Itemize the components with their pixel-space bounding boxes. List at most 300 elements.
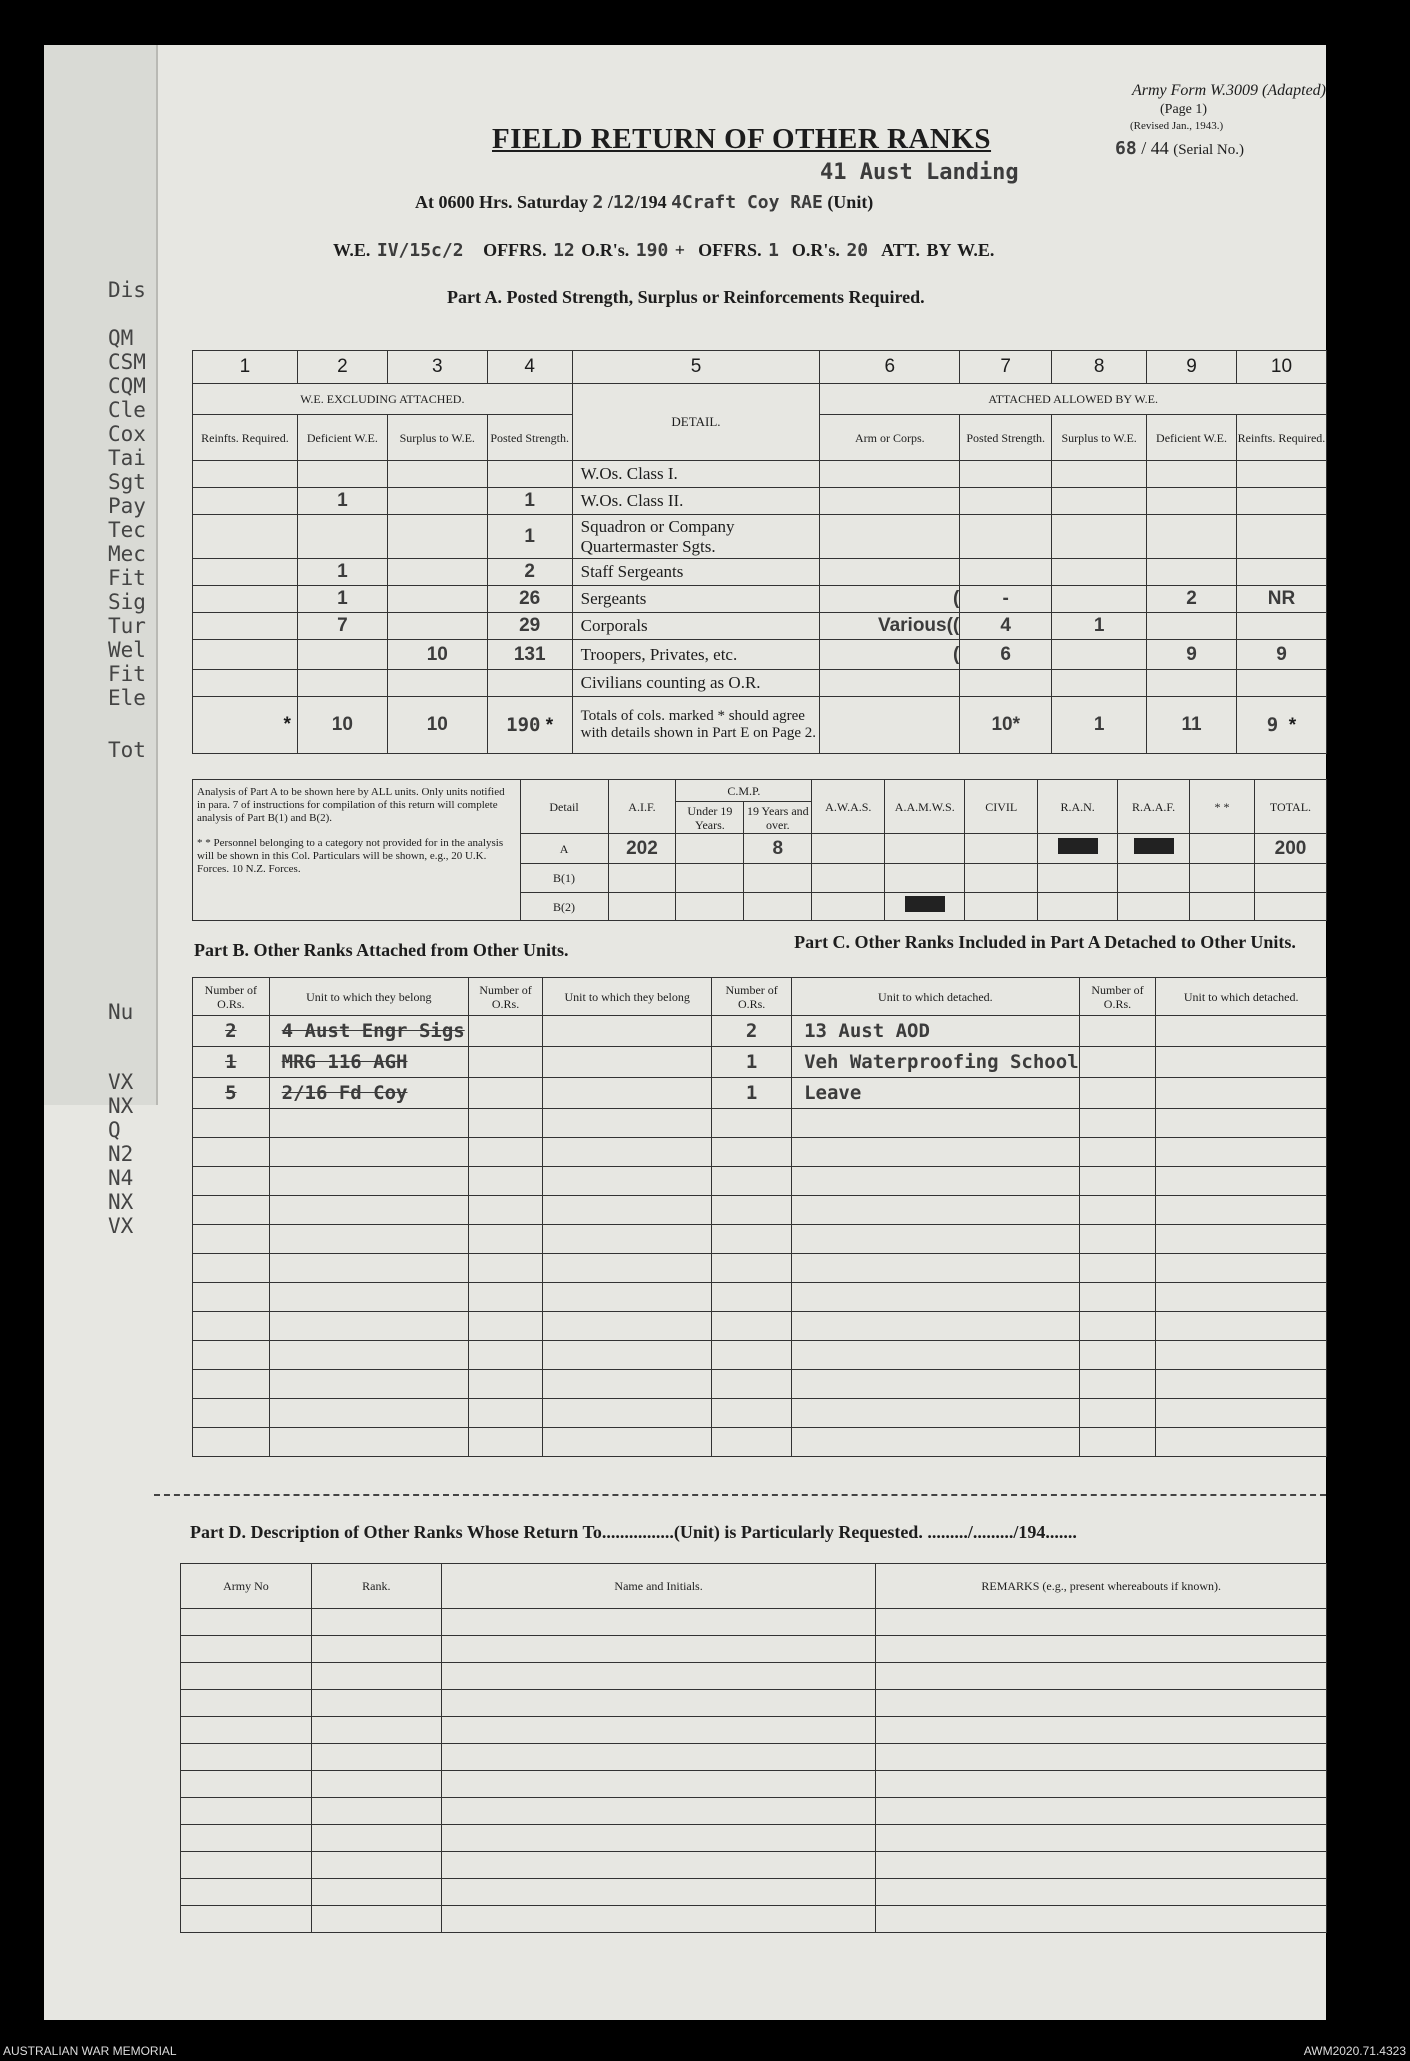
- underlying-page-line: N2: [108, 1142, 134, 1166]
- form-page-no: (Page 1): [1160, 102, 1208, 117]
- part-b-unit: [543, 1016, 712, 1047]
- part-d-cell: [876, 1690, 1327, 1717]
- part-b-unit: [543, 1254, 712, 1283]
- part-b-number: [193, 1399, 270, 1428]
- part-b-number: [193, 1109, 270, 1138]
- part-d-row: [181, 1717, 1327, 1744]
- part-c-number: [712, 1109, 792, 1138]
- underlying-page-line: NX: [108, 1094, 134, 1118]
- row-value-c7: 6: [960, 640, 1052, 670]
- part-c-unit: [792, 1196, 1080, 1225]
- row-value-c7: [960, 488, 1052, 515]
- analysis-note-1: Analysis of Part A to be shown here by ALL units. Only units notified in para. 7 of instructions for compilation of this return will complete analysis of Part B(1) and B(2).: [197, 786, 505, 824]
- part-d-row: [181, 1663, 1327, 1690]
- part-c-number: [1079, 1399, 1156, 1428]
- attached-allowed-header: ATTACHED ALLOWED BY W.E.: [820, 384, 1327, 415]
- part-d-cell: [181, 1744, 312, 1771]
- part-c-unit: [792, 1109, 1080, 1138]
- total-c4: 190 *: [487, 697, 572, 754]
- part-c-unit-header: Unit to which detached.: [1156, 978, 1327, 1016]
- part-c-unit: [1156, 1283, 1327, 1312]
- part-c-number: [1079, 1341, 1156, 1370]
- part-b-unit: [269, 1109, 468, 1138]
- part-d-cell: [181, 1636, 312, 1663]
- row-value-c10: [1236, 613, 1326, 640]
- part-b-number: [468, 1109, 542, 1138]
- part-c-unit: [792, 1167, 1080, 1196]
- part-b-unit: [543, 1167, 712, 1196]
- row-label: A: [520, 834, 608, 864]
- row-value-c7: [960, 559, 1052, 586]
- col-number: 2: [297, 351, 387, 384]
- unit-name-typed: 41 Aust Landing: [820, 160, 1019, 185]
- row-value-c3: [387, 613, 487, 640]
- row-detail: Troopers, Privates, etc.: [572, 640, 820, 670]
- part-d-row: [181, 1636, 1327, 1663]
- row-value-c9: [1147, 515, 1237, 559]
- part-b-number-header: Number of O.Rs.: [468, 978, 542, 1016]
- raaf-header: R.A.A.F.: [1118, 780, 1190, 834]
- part-b-unit: [543, 1196, 712, 1225]
- underlying-page-line: Q: [108, 1118, 121, 1142]
- part-d-row: [181, 1852, 1327, 1879]
- part-bc-row: [193, 1428, 1327, 1457]
- total-c6: [820, 697, 960, 754]
- part-c-number: [712, 1254, 792, 1283]
- row-value-c4: 2: [487, 559, 572, 586]
- col-number: 10: [1236, 351, 1326, 384]
- part-d-cell: [441, 1879, 876, 1906]
- row-value-c3: 10: [387, 640, 487, 670]
- part-d-cell: [311, 1690, 441, 1717]
- part-a-row: [193, 640, 1327, 670]
- part-b-unit: 2/16 Fd Coy: [269, 1078, 468, 1109]
- cmp-under19-header: Under 19 Years.: [676, 802, 744, 834]
- part-c-unit: [1156, 1254, 1327, 1283]
- row-value-c10: [1236, 670, 1326, 697]
- arm-corps-header: Arm or Corps.: [820, 415, 960, 461]
- part-b-number: [468, 1283, 542, 1312]
- part-d-cell: [441, 1825, 876, 1852]
- part-c-number: [712, 1399, 792, 1428]
- part-b-unit-header: Unit to which they belong: [269, 978, 468, 1016]
- underlying-page-line: NX: [108, 1190, 134, 1214]
- row-detail: Sergeants: [572, 586, 820, 613]
- row-value-c3: [387, 488, 487, 515]
- row-value-c8: [1052, 640, 1147, 670]
- row-value-c4: 131: [487, 640, 572, 670]
- underlying-page-line: Cox: [108, 422, 146, 446]
- form-reference: Army Form W.3009 (Adapted): [1131, 82, 1326, 99]
- row-value-c2: [297, 461, 387, 488]
- ran-header: R.A.N.: [1038, 780, 1118, 834]
- row-value-c6: [820, 559, 960, 586]
- att-surplus-header: Surplus to W.E.: [1052, 415, 1147, 461]
- analysis-detail-header: Detail: [520, 780, 608, 834]
- part-b-number: [193, 1138, 270, 1167]
- part-a-row: [193, 586, 1327, 613]
- part-a-table: [192, 350, 1327, 754]
- underlying-page-line: N4: [108, 1166, 134, 1190]
- part-c-number: [1079, 1428, 1156, 1457]
- part-d-cell: [181, 1717, 312, 1744]
- part-d-cell: [876, 1798, 1327, 1825]
- part-c-number: [1079, 1078, 1156, 1109]
- part-d-cell: [311, 1717, 441, 1744]
- part-c-unit: [1156, 1428, 1327, 1457]
- part-c-number-header: Number of O.Rs.: [712, 978, 792, 1016]
- part-d-cell: [181, 1798, 312, 1825]
- part-c-unit: [1156, 1370, 1327, 1399]
- part-b-number: [193, 1196, 270, 1225]
- row-value-c1: [193, 559, 298, 586]
- part-bc-row: [193, 1167, 1327, 1196]
- row-value-c4: [487, 461, 572, 488]
- part-d-cell: [876, 1717, 1327, 1744]
- row-value-c1: [193, 640, 298, 670]
- row-value-c9: 2: [1147, 586, 1237, 613]
- part-d-cell: [181, 1771, 312, 1798]
- part-b-number: [468, 1225, 542, 1254]
- part-a-row: [193, 515, 1327, 559]
- part-c-unit: [792, 1428, 1080, 1457]
- form-title: FIELD RETURN OF OTHER RANKS: [492, 123, 992, 155]
- col-number: 4: [487, 351, 572, 384]
- row-value-c6: Various((: [820, 613, 960, 640]
- part-d-cell: [311, 1879, 441, 1906]
- part-c-number: [712, 1283, 792, 1312]
- part-d-row: [181, 1879, 1327, 1906]
- col-number: 9: [1147, 351, 1237, 384]
- row-detail: Staff Sergeants: [572, 559, 820, 586]
- part-c-unit: [1156, 1167, 1327, 1196]
- row-value-c6: (: [820, 586, 960, 613]
- row-value-c8: [1052, 515, 1147, 559]
- part-b-number: 5: [193, 1078, 270, 1109]
- part-bc-row: [193, 1399, 1327, 1428]
- part-b-unit: [543, 1225, 712, 1254]
- part-bc-row: [193, 1312, 1327, 1341]
- part-b-unit: [269, 1428, 468, 1457]
- part-b-number: [468, 1370, 542, 1399]
- part-d-cell: [181, 1906, 312, 1933]
- part-c-number: [1079, 1370, 1156, 1399]
- row-value-c6: [820, 461, 960, 488]
- row-value-c10: 9: [1236, 640, 1326, 670]
- part-a-row: [193, 613, 1327, 640]
- part-d-cell: [181, 1690, 312, 1717]
- posted-strength-header: Posted Strength.: [487, 415, 572, 461]
- reinfts-required-header: Reinfts. Required.: [193, 415, 298, 461]
- underlying-page-line: Fit: [108, 662, 146, 686]
- row-value-c4: 29: [487, 613, 572, 640]
- total-c1: *: [193, 697, 298, 754]
- row-value-c7: [960, 515, 1052, 559]
- part-b-unit: [543, 1047, 712, 1078]
- col-number: 6: [820, 351, 960, 384]
- part-c-unit: [792, 1254, 1080, 1283]
- part-c-title: Part C. Other Ranks Included in Part A Detached to Other Units.: [794, 932, 1296, 952]
- row-value-c2: 1: [297, 488, 387, 515]
- part-b-unit: [543, 1138, 712, 1167]
- row-value-c3: [387, 461, 487, 488]
- part-c-unit: [792, 1225, 1080, 1254]
- row-value-c9: [1147, 559, 1237, 586]
- part-a-row: [193, 670, 1327, 697]
- part-c-unit: [1156, 1078, 1327, 1109]
- row-value-c3: [387, 559, 487, 586]
- part-c-unit: [792, 1399, 1080, 1428]
- surplus-we-header: Surplus to W.E.: [387, 415, 487, 461]
- part-d-cell: [876, 1852, 1327, 1879]
- part-d-row: [181, 1690, 1327, 1717]
- underlying-page-line: Mec: [108, 542, 146, 566]
- row-value-c6: [820, 670, 960, 697]
- part-c-number: [712, 1196, 792, 1225]
- row-detail: Squadron or Company Quartermaster Sgts.: [572, 515, 820, 559]
- total-c2: 10: [297, 697, 387, 754]
- row-value-c2: 7: [297, 613, 387, 640]
- underlying-page-line: VX: [108, 1214, 134, 1238]
- cmp-over19-value: 8: [744, 834, 812, 864]
- part-b-number: [468, 1196, 542, 1225]
- part-b-number: [468, 1138, 542, 1167]
- part-b-unit: [543, 1428, 712, 1457]
- row-value-c9: 9: [1147, 640, 1237, 670]
- footer-reference: AWM2020.71.4323: [1303, 2044, 1406, 2058]
- part-c-unit: Leave: [792, 1078, 1080, 1109]
- att-deficient-header: Deficient W.E.: [1147, 415, 1237, 461]
- serial-number: 68 / 44 (Serial No.): [1115, 138, 1245, 159]
- part-c-unit: [1156, 1109, 1327, 1138]
- part-c-unit: [792, 1283, 1080, 1312]
- part-d-cell: [876, 1663, 1327, 1690]
- row-value-c1: [193, 461, 298, 488]
- underlying-page-line: Tec: [108, 518, 146, 542]
- row-value-c2: [297, 515, 387, 559]
- underlying-page-line: Dis: [108, 278, 146, 302]
- part-c-number: 2: [712, 1016, 792, 1047]
- row-value-c6: (: [820, 640, 960, 670]
- analysis-table: [192, 779, 1327, 921]
- row-detail: Civilians counting as O.R.: [572, 670, 820, 697]
- part-b-unit: [269, 1341, 468, 1370]
- underlying-page-line: Tot: [108, 738, 146, 762]
- row-value-c10: [1236, 559, 1326, 586]
- part-a-title: Part A. Posted Strength, Surplus or Reinforcements Required.: [447, 287, 925, 307]
- part-d-cell: [181, 1879, 312, 1906]
- part-d-cell: [876, 1744, 1327, 1771]
- part-b-number: [468, 1399, 542, 1428]
- underlying-page-line: Pay: [108, 494, 146, 518]
- part-d-cell: [876, 1825, 1327, 1852]
- part-d-cell: [876, 1906, 1327, 1933]
- part-b-unit: [269, 1196, 468, 1225]
- part-d-cell: [311, 1636, 441, 1663]
- army-no-header: Army No: [181, 1564, 312, 1609]
- underlying-page-line: VX: [108, 1070, 134, 1094]
- footer-archive: AUSTRALIAN WAR MEMORIAL: [3, 2044, 177, 2058]
- part-b-number: 1: [193, 1047, 270, 1078]
- cmp-header: C.M.P.: [676, 780, 812, 802]
- part-c-number: [1079, 1047, 1156, 1078]
- row-value-c6: [820, 488, 960, 515]
- part-d-row: [181, 1771, 1327, 1798]
- row-value-c7: [960, 670, 1052, 697]
- part-c-number: [1079, 1016, 1156, 1047]
- name-header: Name and Initials.: [441, 1564, 876, 1609]
- analysis-total-header: TOTAL.: [1254, 780, 1326, 834]
- part-b-unit: [269, 1138, 468, 1167]
- part-d-cell: [441, 1609, 876, 1636]
- total-c9: 11: [1147, 697, 1237, 754]
- row-value-c9: [1147, 613, 1237, 640]
- part-d-cell: [876, 1609, 1327, 1636]
- part-c-unit: [1156, 1016, 1327, 1047]
- part-bc-row: [193, 1283, 1327, 1312]
- part-a-row: [193, 461, 1327, 488]
- underlying-page-line: QM: [108, 326, 134, 350]
- row-value-c1: [193, 670, 298, 697]
- underlying-page-line: CSM: [108, 350, 146, 374]
- att-reinfts-header: Reinfts. Required.: [1236, 415, 1326, 461]
- row-label: B(1): [520, 864, 608, 893]
- part-b-unit: [543, 1078, 712, 1109]
- part-bc-table: [192, 977, 1327, 1457]
- part-d-cell: [441, 1852, 876, 1879]
- row-value-c2: [297, 670, 387, 697]
- part-bc-row: [193, 1254, 1327, 1283]
- part-bc-row: [193, 1370, 1327, 1399]
- row-value-c7: 4: [960, 613, 1052, 640]
- civil-redaction: [885, 893, 965, 921]
- part-c-unit: [1156, 1312, 1327, 1341]
- row-value-c7: [960, 461, 1052, 488]
- part-d-cell: [311, 1771, 441, 1798]
- part-b-number: [468, 1312, 542, 1341]
- underlying-page-line: Cle: [108, 398, 146, 422]
- col-number: 5: [572, 351, 820, 384]
- underlying-page-line: CQM: [108, 374, 146, 398]
- totals-detail: Totals of cols. marked * should agree with details shown in Part E on Page 2.: [572, 697, 820, 754]
- part-d-row: [181, 1906, 1327, 1933]
- part-c-number: [1079, 1283, 1156, 1312]
- we-line: W.E. IV/15c/2 OFFRS. 12 O.R's. 190 + OFFRS. 1 O.R's. 20 ATT. BY W.E.: [333, 240, 995, 261]
- row-detail: Corporals: [572, 613, 820, 640]
- row-value-c4: 26: [487, 586, 572, 613]
- row-value-c8: [1052, 670, 1147, 697]
- part-b-number: [468, 1167, 542, 1196]
- part-c-number: [712, 1138, 792, 1167]
- part-bc-row: [193, 1016, 1327, 1047]
- part-b-unit-header: Unit to which they belong: [543, 978, 712, 1016]
- part-b-unit: [543, 1341, 712, 1370]
- part-c-number: [712, 1225, 792, 1254]
- part-b-unit: [269, 1312, 468, 1341]
- part-d-cell: [441, 1636, 876, 1663]
- part-b-unit: [269, 1225, 468, 1254]
- part-d-title: Part D. Description of Other Ranks Whose Return To................(Unit) is Particularly Requested. ........./........./194.......: [190, 1522, 1077, 1542]
- part-bc-row: [193, 1078, 1327, 1109]
- underlying-page-line: Ele: [108, 686, 146, 710]
- aif-header: A.I.F.: [608, 780, 676, 834]
- row-value-c10: [1236, 488, 1326, 515]
- part-d-row: [181, 1825, 1327, 1852]
- part-a-totals-row: [193, 697, 1327, 754]
- part-b-number: [193, 1370, 270, 1399]
- part-c-unit: [1156, 1196, 1327, 1225]
- row-value-c8: [1052, 559, 1147, 586]
- underlying-page-line: Tai: [108, 446, 146, 470]
- row-value-c10: [1236, 515, 1326, 559]
- row-value-c3: [387, 515, 487, 559]
- part-c-unit: Veh Waterproofing School: [792, 1047, 1080, 1078]
- row-value-c9: [1147, 488, 1237, 515]
- part-b-unit: 4 Aust Engr Sigs: [269, 1016, 468, 1047]
- part-d-cell: [441, 1690, 876, 1717]
- part-c-number: [1079, 1312, 1156, 1341]
- row-value-c6: [820, 515, 960, 559]
- part-c-unit: [1156, 1225, 1327, 1254]
- part-b-title: Part B. Other Ranks Attached from Other Units.: [194, 940, 569, 960]
- underlying-page-line: Tur: [108, 614, 146, 638]
- cmp-over19-header: 19 Years and over.: [744, 802, 812, 834]
- row-value-c2: [297, 640, 387, 670]
- row-value-c4: [487, 670, 572, 697]
- awas-header: A.W.A.S.: [812, 780, 885, 834]
- part-c-number: [712, 1370, 792, 1399]
- total-c7: 10*: [960, 697, 1052, 754]
- part-d-cell: [181, 1852, 312, 1879]
- underlying-page-line: Fit: [108, 566, 146, 590]
- part-a-row: [193, 488, 1327, 515]
- part-b-number: [468, 1428, 542, 1457]
- part-c-unit: [1156, 1047, 1327, 1078]
- part-d-cell: [876, 1771, 1327, 1798]
- other-forces-header: * *: [1190, 780, 1255, 834]
- part-b-number: [193, 1167, 270, 1196]
- row-value-c8: [1052, 461, 1147, 488]
- part-d-cell: [876, 1636, 1327, 1663]
- part-bc-row: [193, 1341, 1327, 1370]
- part-c-number: [712, 1341, 792, 1370]
- perforation-line: [154, 1494, 1326, 1496]
- part-c-number: [1079, 1196, 1156, 1225]
- part-c-number: [1079, 1138, 1156, 1167]
- we-excluding-attached-header: W.E. EXCLUDING ATTACHED.: [193, 384, 573, 415]
- row-detail: W.Os. Class I.: [572, 461, 820, 488]
- underlying-page-line: Sgt: [108, 470, 146, 494]
- part-d-cell: [311, 1744, 441, 1771]
- detail-header: DETAIL.: [572, 384, 820, 461]
- part-c-unit: [1156, 1341, 1327, 1370]
- part-b-number: [193, 1254, 270, 1283]
- analysis-note-2: * * Personnel belonging to a category not provided for in the analysis will be shown in this Col. Particulars will be shown, e.g., 20 U.K. Forces. 10 N.Z. Forces.: [197, 837, 504, 875]
- row-value-c9: [1147, 670, 1237, 697]
- analysis-notes: [193, 780, 521, 921]
- row-value-c2: 1: [297, 586, 387, 613]
- part-b-unit: [543, 1370, 712, 1399]
- remarks-header: REMARKS (e.g., present whereabouts if known).: [876, 1564, 1327, 1609]
- part-bc-row: [193, 1109, 1327, 1138]
- row-value-c3: [387, 586, 487, 613]
- part-d-cell: [181, 1825, 312, 1852]
- part-d-cell: [441, 1663, 876, 1690]
- row-value-c1: [193, 586, 298, 613]
- part-b-number: [193, 1341, 270, 1370]
- row-value-c7: -: [960, 586, 1052, 613]
- ran-redaction: [1038, 834, 1118, 864]
